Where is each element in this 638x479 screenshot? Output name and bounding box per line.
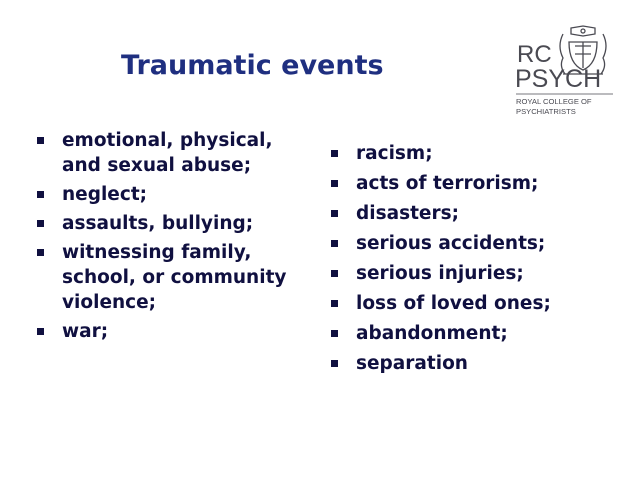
bullet-square-icon	[37, 220, 44, 227]
list-item	[331, 141, 631, 166]
list-item	[331, 201, 631, 226]
bullet-square-icon	[37, 249, 44, 256]
bullet-square-icon	[331, 180, 338, 187]
list-item	[37, 182, 299, 207]
list-item-text: abandonment;	[356, 323, 508, 344]
left-bullet-list	[37, 128, 299, 348]
logo-text-royal-college-of: ROYAL COLLEGE OF	[516, 97, 592, 106]
list-item	[37, 240, 299, 315]
list-item-text: acts of terrorism;	[356, 173, 539, 194]
list-item	[331, 321, 631, 346]
list-item-text: war;	[62, 321, 109, 342]
bullet-square-icon	[331, 270, 338, 277]
bullet-square-icon	[37, 137, 44, 144]
list-item	[331, 291, 631, 316]
list-item	[331, 231, 631, 256]
list-item-text: assaults, bullying;	[62, 213, 254, 234]
list-item-text: disasters;	[356, 203, 460, 224]
list-item-text: emotional, physical, and sexual abuse;	[62, 130, 273, 176]
right-bullet-list	[331, 141, 631, 381]
bullet-square-icon	[331, 240, 338, 247]
list-item-text: separation	[356, 353, 468, 374]
list-item	[331, 171, 631, 196]
list-item	[331, 351, 631, 376]
bullet-square-icon	[331, 360, 338, 367]
list-item-text: racism;	[356, 143, 433, 164]
bullet-square-icon	[37, 191, 44, 198]
bullet-square-icon	[331, 300, 338, 307]
rcpsych-logo	[513, 24, 625, 124]
bullet-square-icon	[37, 328, 44, 335]
logo-text-psychiatrists: PSYCHIATRISTS	[516, 107, 576, 116]
list-item	[37, 319, 299, 344]
list-item-text: serious injuries;	[356, 263, 524, 284]
list-item-text: neglect;	[62, 184, 148, 205]
list-item-text: loss of loved ones;	[356, 293, 551, 314]
list-item	[37, 128, 299, 178]
list-item	[331, 261, 631, 286]
list-item-text: witnessing family, school, or community violence;	[62, 242, 287, 313]
logo-text-rc: RC	[517, 41, 552, 68]
bullet-square-icon	[331, 150, 338, 157]
list-item-text: serious accidents;	[356, 233, 546, 254]
logo-text-psych: PSYCH	[515, 65, 602, 93]
slide-title: Traumatic events	[121, 50, 384, 81]
bullet-square-icon	[331, 330, 338, 337]
list-item	[37, 211, 299, 236]
bullet-square-icon	[331, 210, 338, 217]
